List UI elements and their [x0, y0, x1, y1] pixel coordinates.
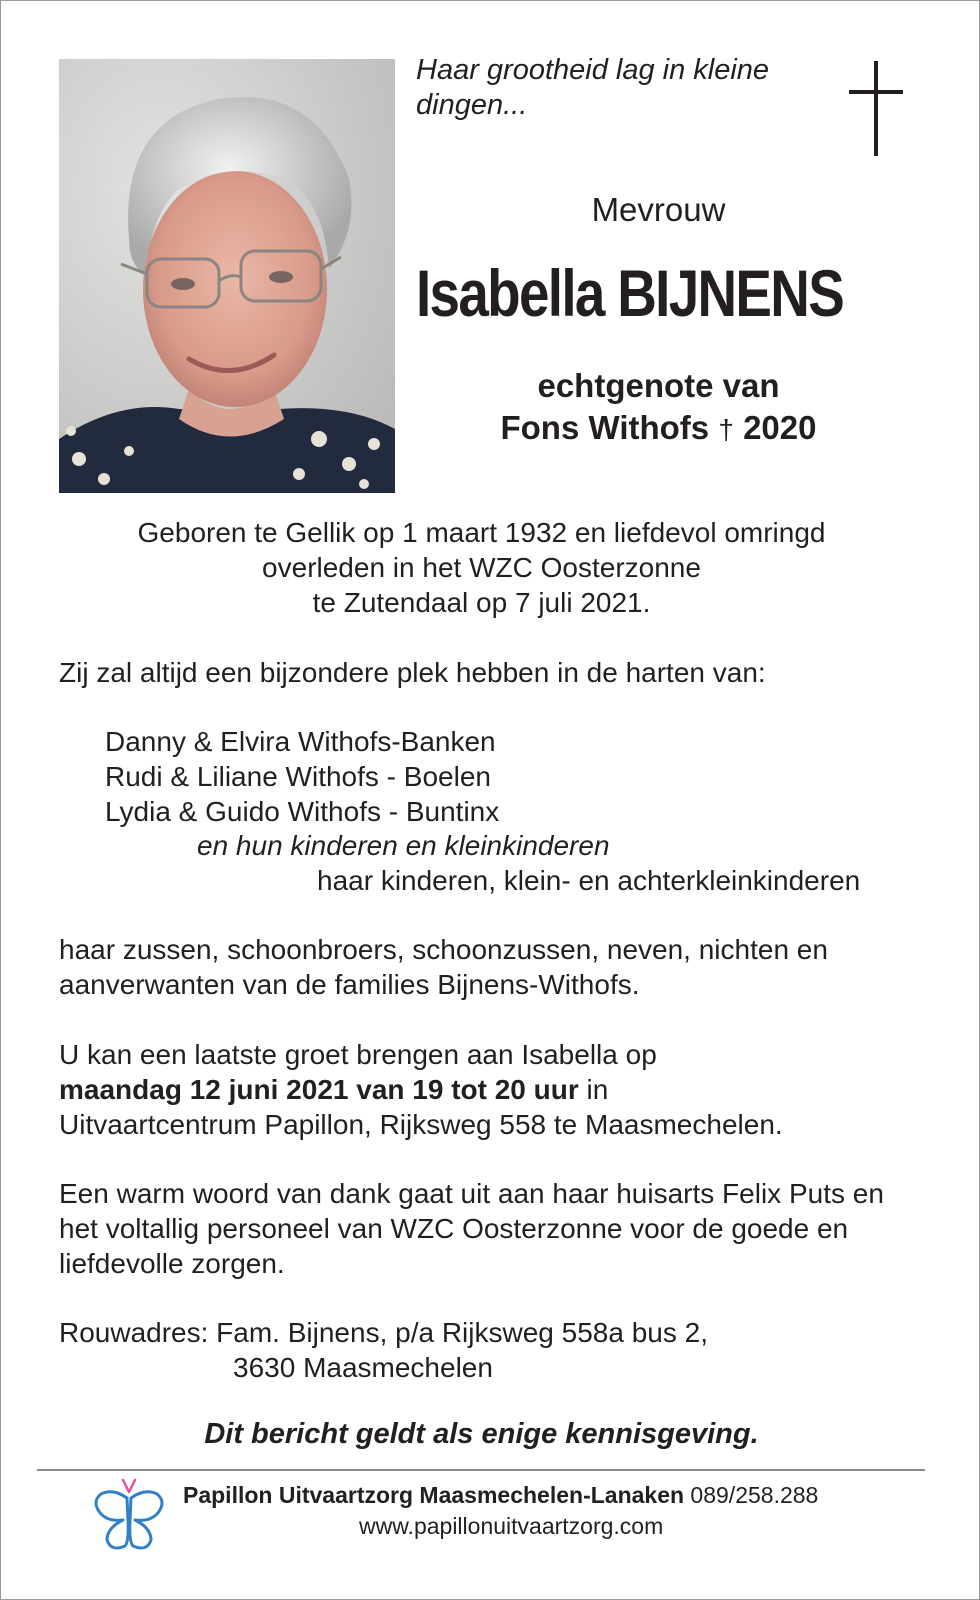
thanks-paragraph: Een warm woord van dank gaat uit aan haar huisarts Felix Puts en het voltallig personeel van WZC Oosterzonne voor de goede en liefdevolle zorgen. [59, 1178, 884, 1279]
spouse-info [416, 365, 901, 451]
family-intro: Zij zal altijd een bijzondere plek hebben in de harten van: [59, 657, 766, 688]
motto [416, 53, 816, 123]
visit-datetime: maandag 12 juni 2021 van 19 tot 20 uur [59, 1074, 579, 1105]
company-phone: 089/258.288 [684, 1482, 819, 1508]
company-website[interactable]: www.papillonuitvaartzorg.com [359, 1513, 664, 1539]
honorific: Mevrouw [591, 191, 726, 228]
born-line-2: overleden in het WZC Oosterzonne [262, 552, 701, 583]
birth-death-info [59, 515, 904, 620]
visit-place: Uitvaartcentrum Papillon, Rijksweg 558 te Maasmechelen. [59, 1109, 783, 1140]
relatives-paragraph: haar zussen, schoonbroers, schoonzussen, neven, nichten en aanverwanten van de families Bijnens-Withofs. [59, 934, 828, 1000]
footer-divider [37, 1469, 925, 1471]
dagger-icon: † [718, 414, 734, 445]
company-name: Papillon Uitvaartzorg Maasmechelen-Lanaken [183, 1482, 685, 1508]
mourning-address-line-1: Rouwadres: Fam. Bijnens, p/a Rijksweg 558a bus 2, [59, 1317, 708, 1348]
cross-icon [847, 61, 907, 162]
spouse-relation: echtgenote van [537, 367, 780, 404]
motto-line-2: dingen... [416, 89, 528, 121]
sole-notice: Dit bericht geldt als enige kennisgeving. [204, 1418, 759, 1450]
spouse-line [416, 407, 901, 451]
visit-intro: U kan een laatste groet brengen aan Isabella op [59, 1039, 657, 1070]
funeral-company [183, 1482, 818, 1509]
portrait-photo [59, 59, 395, 493]
visitation-paragraph [59, 1037, 919, 1142]
born-line-3: te Zutendaal op 7 juli 2021. [312, 587, 651, 618]
child-2: Rudi & Liliane Withofs - Boelen [105, 761, 491, 792]
born-line-1: Geboren te Gellik op 1 maart 1932 en liefdevol omringd [137, 517, 826, 548]
great-grandchildren-line: haar kinderen, klein- en achterkleinkinderen [317, 865, 861, 896]
grandchildren-line: en hun kinderen en kleinkinderen [197, 830, 610, 861]
child-1: Danny & Elvira Withofs-Banken [105, 726, 496, 757]
spouse-name: Fons Withofs [500, 409, 710, 446]
butterfly-logo-icon [93, 1476, 169, 1561]
deceased-name: Isabella BIJNENS [416, 256, 844, 330]
child-3: Lydia & Guido Withofs - Buntinx [105, 796, 500, 827]
motto-line-1: Haar grootheid lag in kleine [416, 54, 770, 86]
spouse-death-year: 2020 [743, 409, 817, 446]
mourning-address-line-2: 3630 Maasmechelen [233, 1352, 493, 1383]
visit-in: in [578, 1074, 609, 1105]
